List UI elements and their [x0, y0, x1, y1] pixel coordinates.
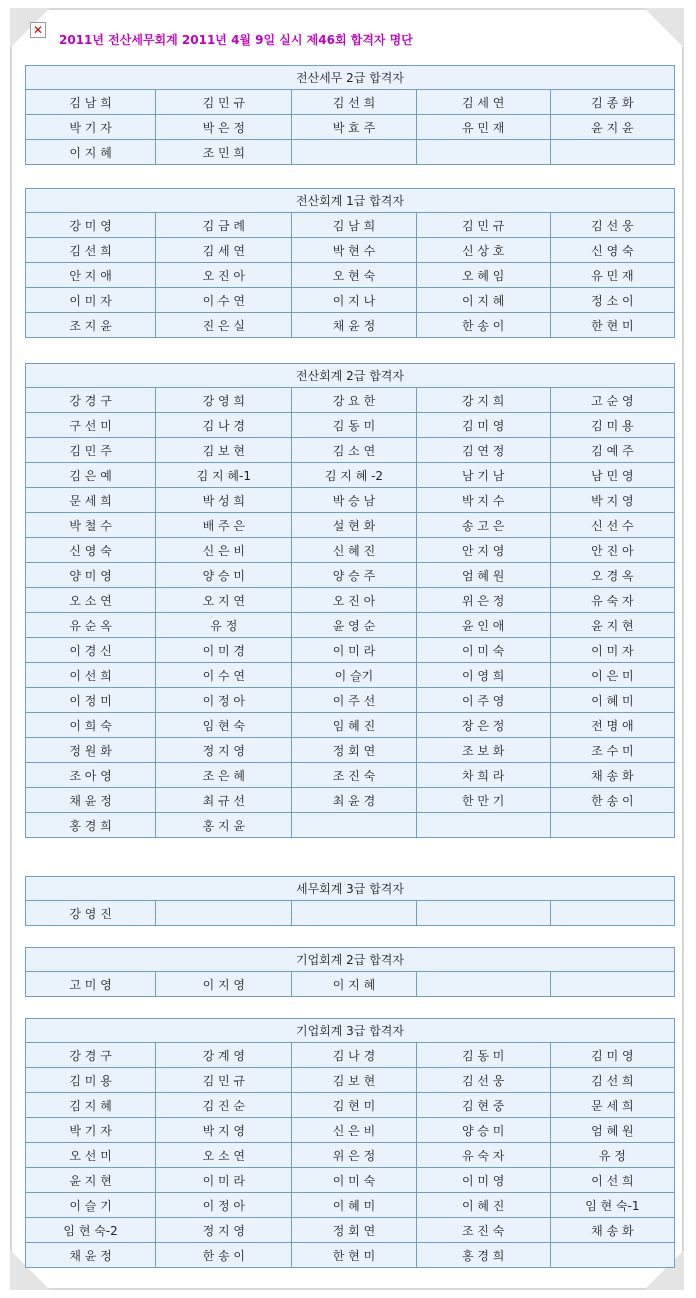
table-row: [26, 1243, 675, 1268]
name-cell: 박 기 자: [26, 115, 156, 140]
name-cell: 김 예 주: [550, 438, 674, 463]
name-cell: 이 은 미: [550, 663, 674, 688]
name-cell: 한 현 미: [550, 313, 674, 338]
name-cell: 한 만 기: [416, 788, 550, 813]
name-cell: 강 영 희: [156, 388, 292, 413]
name-cell: 정 소 이: [550, 288, 674, 313]
name-cell: 이 슬기: [292, 663, 416, 688]
name-cell: 강 경 구: [26, 1043, 156, 1068]
name-cell: 김 세 연: [156, 238, 292, 263]
name-cell: 김 미 영: [416, 413, 550, 438]
name-cell: 김 지 혜-1: [156, 463, 292, 488]
name-cell: [550, 901, 674, 926]
section-heading: 전산세무 2급 합격자: [26, 66, 675, 90]
name-cell: [292, 901, 416, 926]
name-cell: 강 영 진: [26, 901, 156, 926]
name-cell: 이 미 경: [156, 638, 292, 663]
name-cell: 김 미 영: [550, 1043, 674, 1068]
name-cell: 강 경 구: [26, 388, 156, 413]
name-cell: 오 지 연: [156, 588, 292, 613]
table-row: [26, 788, 675, 813]
table-row: [26, 463, 675, 488]
name-cell: 김 세 연: [416, 90, 550, 115]
table-row: [26, 663, 675, 688]
name-cell: 김 미 용: [26, 1068, 156, 1093]
name-cell: 오 선 미: [26, 1143, 156, 1168]
name-cell: 전 명 애: [550, 713, 674, 738]
name-cell: 구 선 미: [26, 413, 156, 438]
name-cell: 조 은 혜: [156, 763, 292, 788]
name-cell: 박 성 희: [156, 488, 292, 513]
name-cell: 한 송 이: [416, 313, 550, 338]
name-cell: 유 민 재: [416, 115, 550, 140]
name-cell: 유 민 재: [550, 263, 674, 288]
name-cell: 김 나 경: [292, 1043, 416, 1068]
table-row: [26, 90, 675, 115]
name-cell: 조 민 희: [156, 140, 292, 165]
name-cell: [416, 901, 550, 926]
name-cell: 홍 경 희: [26, 813, 156, 838]
name-cell: 임 현 숙-2: [26, 1218, 156, 1243]
name-cell: 김 민 주: [26, 438, 156, 463]
name-cell: 채 윤 정: [26, 788, 156, 813]
name-cell: 오 진 아: [292, 588, 416, 613]
name-cell: 김 민 규: [156, 90, 292, 115]
name-cell: [550, 1243, 674, 1268]
name-cell: 김 소 연: [292, 438, 416, 463]
section-heading: 기업회계 3급 합격자: [26, 1019, 675, 1043]
table-row: [26, 1068, 675, 1093]
page-title: 2011년 전산세무회계 2011년 4월 9일 실시 제46회 합격자 명단: [59, 33, 413, 47]
name-cell: 김 선 웅: [550, 213, 674, 238]
table-row: [26, 388, 675, 413]
table-row: [26, 1218, 675, 1243]
name-cell: 유 정: [156, 613, 292, 638]
name-cell: 이 미 자: [550, 638, 674, 663]
name-cell: 이 혜 진: [416, 1193, 550, 1218]
name-cell: 김 보 현: [156, 438, 292, 463]
table-row: [26, 613, 675, 638]
name-cell: 양 미 영: [26, 563, 156, 588]
name-cell: 윤 영 순: [292, 613, 416, 638]
table-row: [26, 213, 675, 238]
table-row: [26, 140, 675, 165]
pass-list-table: [25, 363, 675, 838]
name-cell: 김 연 정: [416, 438, 550, 463]
name-cell: 박 현 수: [292, 238, 416, 263]
table-row: [26, 813, 675, 838]
name-cell: 이 혜 미: [550, 688, 674, 713]
name-cell: 이 주 영: [416, 688, 550, 713]
table-row: [26, 115, 675, 140]
name-cell: 김 선 웅: [416, 1068, 550, 1093]
name-cell: 유 순 옥: [26, 613, 156, 638]
name-cell: 한 현 미: [292, 1243, 416, 1268]
name-cell: [416, 972, 550, 997]
name-cell: 윤 인 애: [416, 613, 550, 638]
name-cell: 이 영 희: [416, 663, 550, 688]
name-cell: 신 은 비: [292, 1118, 416, 1143]
name-cell: 조 진 숙: [416, 1218, 550, 1243]
name-cell: 채 송 화: [550, 763, 674, 788]
name-cell: 차 희 라: [416, 763, 550, 788]
table-row: [26, 413, 675, 438]
name-cell: 오 소 연: [26, 588, 156, 613]
name-cell: 윤 지 현: [26, 1168, 156, 1193]
name-cell: 고 순 영: [550, 388, 674, 413]
name-cell: 엄 혜 원: [550, 1118, 674, 1143]
name-cell: [550, 813, 674, 838]
name-cell: 정 지 영: [156, 738, 292, 763]
name-cell: 박 은 정: [156, 115, 292, 140]
name-cell: 김 은 예: [26, 463, 156, 488]
name-cell: 박 효 주: [292, 115, 416, 140]
name-cell: [292, 140, 416, 165]
table-row: [26, 901, 675, 926]
name-cell: 신 선 수: [550, 513, 674, 538]
table-row: [26, 488, 675, 513]
table-row: [26, 313, 675, 338]
table-row: [26, 288, 675, 313]
name-cell: 임 현 숙-1: [550, 1193, 674, 1218]
name-cell: 양 승 미: [416, 1118, 550, 1143]
name-cell: [550, 972, 674, 997]
name-cell: 남 기 남: [416, 463, 550, 488]
name-cell: 배 주 은: [156, 513, 292, 538]
name-cell: 오 현 숙: [292, 263, 416, 288]
name-cell: 이 경 신: [26, 638, 156, 663]
name-cell: 신 은 비: [156, 538, 292, 563]
name-cell: 고 미 영: [26, 972, 156, 997]
table-row: [26, 688, 675, 713]
name-cell: 오 소 연: [156, 1143, 292, 1168]
name-cell: 임 혜 진: [292, 713, 416, 738]
pass-list-table: [25, 188, 675, 338]
name-cell: 정 회 연: [292, 738, 416, 763]
name-cell: 김 지 혜 -2: [292, 463, 416, 488]
section-heading: 기업회계 2급 합격자: [26, 948, 675, 972]
name-cell: 유 정: [550, 1143, 674, 1168]
name-cell: 남 민 영: [550, 463, 674, 488]
table-row: [26, 713, 675, 738]
name-cell: 안 진 아: [550, 538, 674, 563]
table-row: [26, 1168, 675, 1193]
name-cell: 유 숙 자: [416, 1143, 550, 1168]
name-cell: 문 세 희: [26, 488, 156, 513]
name-cell: 이 정 미: [26, 688, 156, 713]
name-cell: 김 현 미: [292, 1093, 416, 1118]
name-cell: 김 진 순: [156, 1093, 292, 1118]
name-cell: 조 수 미: [550, 738, 674, 763]
name-cell: 이 선 희: [550, 1168, 674, 1193]
name-cell: 이 지 혜: [416, 288, 550, 313]
name-cell: 박 기 자: [26, 1118, 156, 1143]
name-cell: 이 지 나: [292, 288, 416, 313]
name-cell: 김 선 희: [550, 1068, 674, 1093]
table-row: [26, 538, 675, 563]
name-cell: 김 동 미: [416, 1043, 550, 1068]
name-cell: 강 요 한: [292, 388, 416, 413]
table-row: [26, 638, 675, 663]
name-cell: 최 규 선: [156, 788, 292, 813]
name-cell: 이 지 혜: [292, 972, 416, 997]
section-heading: 세무회계 3급 합격자: [26, 877, 675, 901]
name-cell: 양 승 주: [292, 563, 416, 588]
table-row: [26, 1193, 675, 1218]
name-cell: 이 수 연: [156, 663, 292, 688]
name-cell: 박 승 남: [292, 488, 416, 513]
table-row: [26, 263, 675, 288]
name-cell: 오 경 옥: [550, 563, 674, 588]
name-cell: 신 영 숙: [26, 538, 156, 563]
name-cell: 김 민 규: [416, 213, 550, 238]
table-row: [26, 563, 675, 588]
name-cell: 박 지 수: [416, 488, 550, 513]
name-cell: 양 승 미: [156, 563, 292, 588]
table-row: [26, 1143, 675, 1168]
name-cell: 강 계 영: [156, 1043, 292, 1068]
table-row: [26, 1043, 675, 1068]
table-row: [26, 513, 675, 538]
name-cell: 김 금 례: [156, 213, 292, 238]
name-cell: 이 미 숙: [416, 638, 550, 663]
name-cell: [416, 813, 550, 838]
name-cell: 박 지 영: [550, 488, 674, 513]
name-cell: 정 회 연: [292, 1218, 416, 1243]
name-cell: 한 송 이: [550, 788, 674, 813]
name-cell: 채 송 화: [550, 1218, 674, 1243]
name-cell: 김 동 미: [292, 413, 416, 438]
name-cell: 김 현 중: [416, 1093, 550, 1118]
name-cell: 오 혜 임: [416, 263, 550, 288]
frame-corner-top-right: [644, 8, 684, 48]
name-cell: 김 남 희: [26, 90, 156, 115]
name-cell: 조 지 윤: [26, 313, 156, 338]
name-cell: 홍 지 윤: [156, 813, 292, 838]
table-row: [26, 1093, 675, 1118]
table-row: [26, 763, 675, 788]
name-cell: 문 세 희: [550, 1093, 674, 1118]
table-row: [26, 1118, 675, 1143]
pass-list-table: [25, 876, 675, 926]
name-cell: 김 나 경: [156, 413, 292, 438]
name-cell: [292, 813, 416, 838]
name-cell: 진 은 실: [156, 313, 292, 338]
name-cell: [416, 140, 550, 165]
name-cell: 장 은 정: [416, 713, 550, 738]
name-cell: 위 은 정: [416, 588, 550, 613]
pass-list-table: [25, 1018, 675, 1268]
name-cell: 홍 경 희: [416, 1243, 550, 1268]
name-cell: 채 윤 정: [26, 1243, 156, 1268]
table-row: [26, 588, 675, 613]
name-cell: 이 미 라: [292, 638, 416, 663]
name-cell: 신 영 숙: [550, 238, 674, 263]
name-cell: 이 정 아: [156, 1193, 292, 1218]
name-cell: 김 민 규: [156, 1068, 292, 1093]
name-cell: 임 현 숙: [156, 713, 292, 738]
name-cell: 조 진 숙: [292, 763, 416, 788]
name-cell: 조 아 영: [26, 763, 156, 788]
name-cell: 채 윤 정: [292, 313, 416, 338]
name-cell: 오 진 아: [156, 263, 292, 288]
name-cell: 신 혜 진: [292, 538, 416, 563]
name-cell: 한 송 이: [156, 1243, 292, 1268]
name-cell: 윤 지 현: [550, 613, 674, 638]
name-cell: [550, 140, 674, 165]
name-cell: 조 보 화: [416, 738, 550, 763]
broken-image-icon: ✕: [30, 22, 46, 38]
name-cell: 김 선 희: [26, 238, 156, 263]
name-cell: 이 선 희: [26, 663, 156, 688]
name-cell: 이 미 자: [26, 288, 156, 313]
table-row: [26, 738, 675, 763]
name-cell: 이 지 영: [156, 972, 292, 997]
name-cell: 정 지 영: [156, 1218, 292, 1243]
table-row: [26, 238, 675, 263]
pass-list-table: [25, 947, 675, 997]
name-cell: 이 지 혜: [26, 140, 156, 165]
name-cell: 이 미 숙: [292, 1168, 416, 1193]
name-cell: 설 현 화: [292, 513, 416, 538]
name-cell: 안 지 영: [416, 538, 550, 563]
name-cell: 정 원 화: [26, 738, 156, 763]
name-cell: 이 정 아: [156, 688, 292, 713]
table-row: [26, 972, 675, 997]
name-cell: 김 남 희: [292, 213, 416, 238]
name-cell: 박 지 영: [156, 1118, 292, 1143]
name-cell: 김 보 현: [292, 1068, 416, 1093]
name-cell: 엄 혜 원: [416, 563, 550, 588]
name-cell: 강 지 희: [416, 388, 550, 413]
section-heading: 전산회계 1급 합격자: [26, 189, 675, 213]
name-cell: 신 상 호: [416, 238, 550, 263]
name-cell: 이 주 선: [292, 688, 416, 713]
name-cell: 이 슬 기: [26, 1193, 156, 1218]
name-cell: 유 숙 자: [550, 588, 674, 613]
name-cell: 이 미 라: [156, 1168, 292, 1193]
name-cell: [156, 901, 292, 926]
name-cell: 이 혜 미: [292, 1193, 416, 1218]
name-cell: 이 희 숙: [26, 713, 156, 738]
table-row: [26, 438, 675, 463]
name-cell: 김 지 혜: [26, 1093, 156, 1118]
name-cell: 김 종 화: [550, 90, 674, 115]
name-cell: 위 은 정: [292, 1143, 416, 1168]
name-cell: 박 철 수: [26, 513, 156, 538]
name-cell: 강 미 영: [26, 213, 156, 238]
name-cell: 안 지 애: [26, 263, 156, 288]
name-cell: 송 고 은: [416, 513, 550, 538]
name-cell: 이 수 연: [156, 288, 292, 313]
name-cell: 윤 지 윤: [550, 115, 674, 140]
section-heading: 전산회계 2급 합격자: [26, 364, 675, 388]
pass-list-table: [25, 65, 675, 165]
name-cell: 김 미 용: [550, 413, 674, 438]
name-cell: 이 미 영: [416, 1168, 550, 1193]
name-cell: 최 윤 경: [292, 788, 416, 813]
name-cell: 김 선 희: [292, 90, 416, 115]
